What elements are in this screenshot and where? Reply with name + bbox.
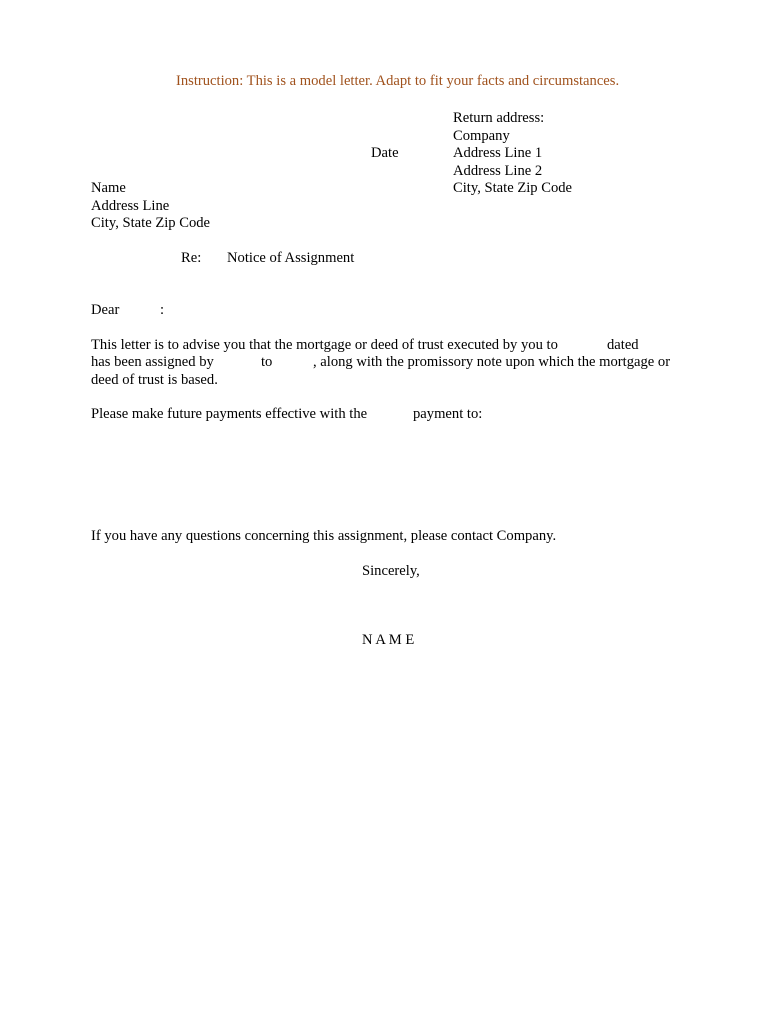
recipient-address-block	[91, 180, 210, 233]
recipient-name: Name	[91, 180, 126, 196]
paragraph-2-end: payment to:	[413, 406, 483, 422]
date-field: Date	[371, 145, 399, 161]
return-address-line-2: Address Line 2	[453, 162, 543, 179]
body-paragraph-3: If you have any questions concerning this assignment, please contact Company.	[91, 528, 557, 544]
paragraph-1-line-3: deed of trust is based.	[91, 372, 218, 388]
paragraph-1-line-2-start: has been assigned by	[91, 354, 214, 370]
paragraph-1-line-1: This letter is to advise you that the mortgage or deed of trust executed by you to	[91, 337, 558, 353]
closing: Sincerely,	[362, 563, 420, 579]
return-address-label: Return address:	[453, 110, 545, 126]
salutation-dear: Dear	[91, 302, 120, 318]
salutation-colon: :	[160, 302, 165, 318]
paragraph-1-line-2-to: to	[261, 354, 273, 370]
paragraph-1-line-2-end: , along with the promissory note upon which the mortgage or	[313, 354, 671, 370]
recipient-city-state-zip: City, State Zip Code	[91, 215, 211, 231]
paragraph-1-dated: dated	[607, 337, 639, 353]
signature-name: N A M E	[362, 632, 415, 648]
return-address-company: Company	[453, 127, 510, 144]
recipient-address-line: Address Line	[91, 197, 170, 214]
paragraph-2-start: Please make future payments effective with the	[91, 406, 368, 422]
return-address-city-state-zip: City, State Zip Code	[453, 180, 573, 196]
instruction-note: Instruction: This is a model letter. Adapt to fit your facts and circumstances.	[176, 73, 620, 89]
return-address-line-1: Address Line 1	[453, 145, 543, 161]
return-address-block	[453, 110, 572, 198]
re-subject: Notice of Assignment	[227, 250, 355, 266]
re-label: Re:	[181, 250, 202, 266]
